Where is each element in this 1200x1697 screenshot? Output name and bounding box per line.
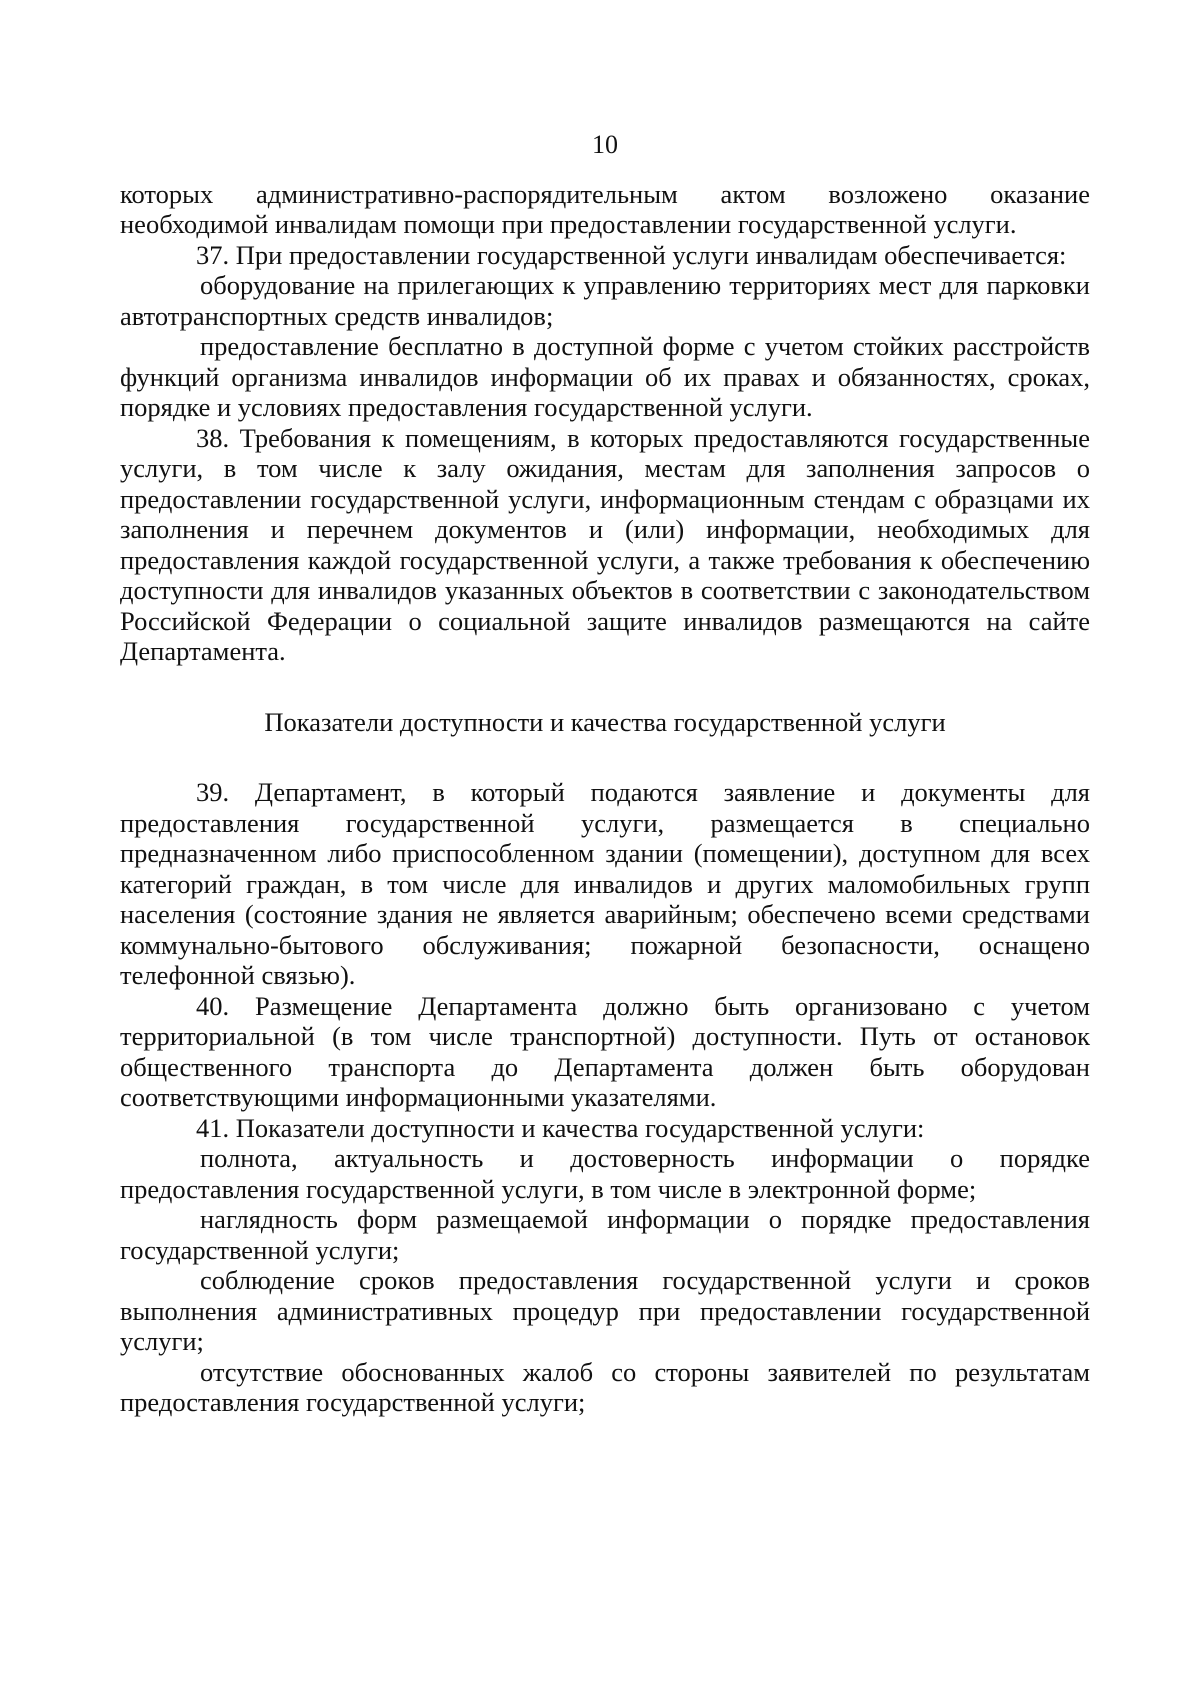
paragraph-37-item-parking: оборудование на прилегающих к управлению территориях мест для парковки автотранспортных средств инвалидов; xyxy=(120,270,1090,331)
paragraph-39: 39. Департамент, в который подаются заявление и документы для предоставления государственной услуги, размещается в специально предназначенном либо приспособленном здании (помещении), доступном для всех категорий граждан, в том числе для инвалидов и других маломобильных групп населения (состояние здания не является аварийным; обеспечено всеми средствами коммунально-бытового обслуживания; пожарной безопасности, оснащено телефонной связью). xyxy=(120,777,1090,990)
paragraph-40: 40. Размещение Департамента должно быть организовано с учетом территориальной (в том числе транспортной) доступности. Путь от остановок общественного транспорта до Департамента должен быть оборудован соответствующими информационными указателями. xyxy=(120,990,1090,1112)
paragraph-continuation: которых административно-распорядительным актом возложено оказание необходимой инвалидам помощи при предоставлении государственной услуги. xyxy=(120,178,1090,239)
paragraph-41-item-completeness: полнота, актуальность и достоверность информации о порядке предоставления государственной услуги, в том числе в электронной форме; xyxy=(120,1143,1090,1204)
page-number: 10 xyxy=(592,130,618,159)
paragraph-41: 41. Показатели доступности и качества государственной услуги: xyxy=(196,1112,925,1143)
paragraph-41-item-complaints: отсутствие обоснованных жалоб со стороны заявителей по результатам предоставления государственной услуги; xyxy=(120,1356,1090,1417)
document-page xyxy=(120,130,1090,1418)
paragraph-41-item-clarity: наглядность форм размещаемой информации о порядке предоставления государственной услуги; xyxy=(120,1204,1090,1265)
paragraph-37: 37. При предоставлении государственной услуги инвалидам обеспечивается: xyxy=(196,239,1067,270)
section-heading: Показатели доступности и качества государственной услуги xyxy=(264,706,946,737)
paragraph-41-item-deadlines: соблюдение сроков предоставления государственной услуги и сроков выполнения административных процедур при предоставлении государственной услуги; xyxy=(120,1265,1090,1356)
paragraph-37-item-information: предоставление бесплатно в доступной форме с учетом стойких расстройств функций организма инвалидов информации об их правах и обязанностях, сроках, порядке и условиях предоставления государственной услуги. xyxy=(120,331,1090,422)
paragraph-38: 38. Требования к помещениям, в которых предоставляются государственные услуги, в том числе к залу ожидания, местам для заполнения запросов о предоставлении государственной услуги, информационным стендам с образцами их заполнения и перечнем документов и (или) информации, необходимых для предоставления каждой государственной услуги, а также требования к обеспечению доступности для инвалидов указанных объектов в соответствии с законодательством Российской Федерации о социальной защите инвалидов размещаются на сайте Департамента. xyxy=(120,422,1090,666)
